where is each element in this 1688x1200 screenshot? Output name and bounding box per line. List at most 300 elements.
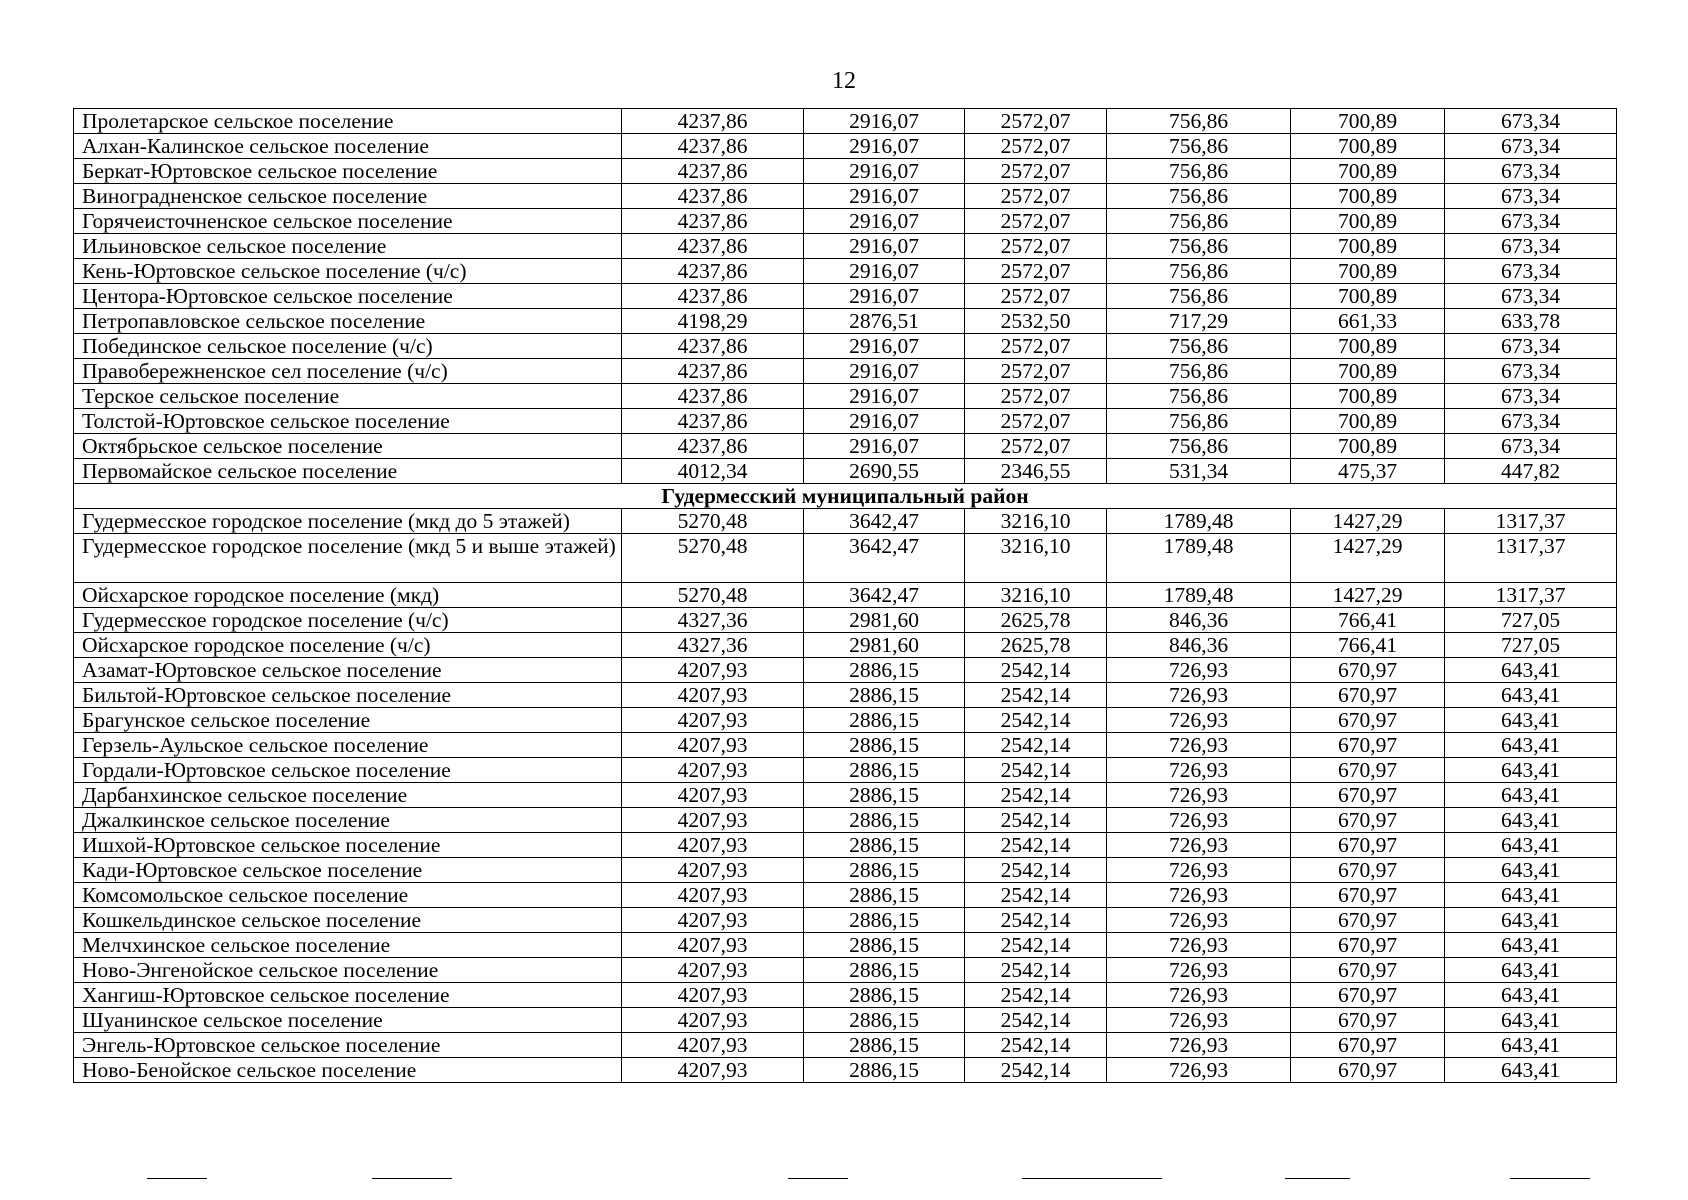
footer-line (1285, 1178, 1350, 1179)
tariff-value-cell: 756,86 (1107, 209, 1291, 234)
tariff-value-cell: 643,41 (1445, 1008, 1617, 1033)
tariff-value-cell: 2916,07 (804, 434, 965, 459)
tariff-value-cell: 2886,15 (804, 1033, 965, 1058)
tariff-value-cell: 1427,29 (1291, 534, 1445, 583)
tariff-value-cell: 2916,07 (804, 159, 965, 184)
tariff-value-cell: 661,33 (1291, 309, 1445, 334)
tariff-value-cell: 726,93 (1107, 1008, 1291, 1033)
table-row (74, 1058, 1617, 1083)
tariff-value-cell: 670,97 (1291, 908, 1445, 933)
tariff-table (73, 108, 1617, 1083)
tariff-value-cell: 726,93 (1107, 683, 1291, 708)
tariff-value-cell: 673,34 (1445, 184, 1617, 209)
tariff-value-cell: 700,89 (1291, 184, 1445, 209)
settlement-name-cell: Герзель-Аульское сельское поселение (74, 733, 622, 758)
tariff-value-cell: 4207,93 (622, 808, 804, 833)
table-row (74, 184, 1617, 209)
tariff-value-cell: 1427,29 (1291, 509, 1445, 534)
tariff-value-cell: 2886,15 (804, 833, 965, 858)
tariff-value-cell: 475,37 (1291, 459, 1445, 484)
tariff-value-cell: 2916,07 (804, 209, 965, 234)
tariff-value-cell: 700,89 (1291, 134, 1445, 159)
tariff-value-cell: 2886,15 (804, 658, 965, 683)
tariff-value-cell: 673,34 (1445, 384, 1617, 409)
tariff-value-cell: 4207,93 (622, 658, 804, 683)
tariff-value-cell: 756,86 (1107, 109, 1291, 134)
tariff-value-cell: 726,93 (1107, 908, 1291, 933)
tariff-value-cell: 766,41 (1291, 608, 1445, 633)
tariff-value-cell: 643,41 (1445, 683, 1617, 708)
settlement-name-cell: Бильтой-Юртовское сельское поселение (74, 683, 622, 708)
footer-line (1510, 1178, 1590, 1179)
tariff-value-cell: 726,93 (1107, 708, 1291, 733)
table-row (74, 958, 1617, 983)
tariff-value-cell: 2916,07 (804, 259, 965, 284)
tariff-value-cell: 766,41 (1291, 633, 1445, 658)
tariff-value-cell: 1789,48 (1107, 583, 1291, 608)
tariff-value-cell: 2916,07 (804, 409, 965, 434)
tariff-value-cell: 670,97 (1291, 1058, 1445, 1083)
settlement-name-cell: Октябрьское сельское поселение (74, 434, 622, 459)
tariff-value-cell: 3642,47 (804, 534, 965, 583)
page-number: 12 (832, 68, 856, 94)
tariff-value-cell: 673,34 (1445, 359, 1617, 384)
tariff-value-cell: 2886,15 (804, 683, 965, 708)
tariff-value-cell: 4198,29 (622, 309, 804, 334)
footer-line (372, 1178, 452, 1179)
tariff-value-cell: 2542,14 (965, 883, 1107, 908)
tariff-value-cell: 2886,15 (804, 808, 965, 833)
tariff-value-cell: 673,34 (1445, 134, 1617, 159)
table-row (74, 758, 1617, 783)
tariff-value-cell: 3216,10 (965, 534, 1107, 583)
table-row (74, 309, 1617, 334)
tariff-value-cell: 4237,86 (622, 259, 804, 284)
tariff-value-cell: 756,86 (1107, 134, 1291, 159)
tariff-value-cell: 2572,07 (965, 109, 1107, 134)
tariff-value-cell: 4237,86 (622, 109, 804, 134)
tariff-value-cell: 2542,14 (965, 733, 1107, 758)
table-row (74, 534, 1617, 583)
tariff-value-cell: 2532,50 (965, 309, 1107, 334)
table-row (74, 234, 1617, 259)
tariff-value-cell: 2690,55 (804, 459, 965, 484)
tariff-value-cell: 670,97 (1291, 1008, 1445, 1033)
tariff-value-cell: 2572,07 (965, 234, 1107, 259)
section-heading-row (74, 484, 1617, 509)
tariff-value-cell: 726,93 (1107, 658, 1291, 683)
table-row (74, 359, 1617, 384)
tariff-value-cell: 2542,14 (965, 1008, 1107, 1033)
tariff-value-cell: 2886,15 (804, 783, 965, 808)
tariff-value-cell: 700,89 (1291, 284, 1445, 309)
tariff-value-cell: 2886,15 (804, 758, 965, 783)
tariff-value-cell: 670,97 (1291, 983, 1445, 1008)
tariff-value-cell: 756,86 (1107, 334, 1291, 359)
tariff-value-cell: 4207,93 (622, 758, 804, 783)
tariff-value-cell: 4237,86 (622, 334, 804, 359)
tariff-value-cell: 4207,93 (622, 933, 804, 958)
settlement-name-cell: Первомайское сельское поселение (74, 459, 622, 484)
settlement-name-cell: Терское сельское поселение (74, 384, 622, 409)
settlement-name-cell: Азамат-Юртовское сельское поселение (74, 658, 622, 683)
settlement-name-cell: Петропавловское сельское поселение (74, 309, 622, 334)
tariff-value-cell: 756,86 (1107, 409, 1291, 434)
tariff-value-cell: 670,97 (1291, 933, 1445, 958)
table-row (74, 1008, 1617, 1033)
tariff-value-cell: 4237,86 (622, 209, 804, 234)
table-row (74, 683, 1617, 708)
tariff-value-cell: 670,97 (1291, 1033, 1445, 1058)
settlement-name-cell: Центора-Юртовское сельское поселение (74, 284, 622, 309)
tariff-value-cell: 2542,14 (965, 808, 1107, 833)
tariff-value-cell: 2981,60 (804, 633, 965, 658)
settlement-name-cell: Энгель-Юртовское сельское поселение (74, 1033, 622, 1058)
tariff-value-cell: 2572,07 (965, 134, 1107, 159)
settlement-name-cell: Ойсхарское городское поселение (мкд) (74, 583, 622, 608)
section-heading: Гудермесский муниципальный район (74, 484, 1617, 509)
tariff-value-cell: 846,36 (1107, 608, 1291, 633)
table-row (74, 259, 1617, 284)
tariff-value-cell: 643,41 (1445, 983, 1617, 1008)
tariff-value-cell: 3642,47 (804, 509, 965, 534)
table-row (74, 1033, 1617, 1058)
table-body-before-heading (74, 109, 1617, 484)
tariff-value-cell: 4237,86 (622, 134, 804, 159)
tariff-value-cell: 726,93 (1107, 758, 1291, 783)
tariff-value-cell: 673,34 (1445, 159, 1617, 184)
tariff-value-cell: 4237,86 (622, 184, 804, 209)
table-row (74, 658, 1617, 683)
tariff-value-cell: 2916,07 (804, 109, 965, 134)
settlement-name-cell: Джалкинское сельское поселение (74, 808, 622, 833)
tariff-value-cell: 2916,07 (804, 134, 965, 159)
tariff-value-cell: 726,93 (1107, 1033, 1291, 1058)
tariff-value-cell: 447,82 (1445, 459, 1617, 484)
tariff-value-cell: 670,97 (1291, 833, 1445, 858)
tariff-value-cell: 670,97 (1291, 758, 1445, 783)
tariff-value-cell: 2542,14 (965, 708, 1107, 733)
tariff-value-cell: 643,41 (1445, 858, 1617, 883)
tariff-value-cell: 5270,48 (622, 509, 804, 534)
tariff-value-cell: 727,05 (1445, 608, 1617, 633)
tariff-value-cell: 756,86 (1107, 284, 1291, 309)
tariff-value-cell: 2542,14 (965, 958, 1107, 983)
settlement-name-cell: Ойсхарское городское поселение (ч/с) (74, 633, 622, 658)
tariff-value-cell: 643,41 (1445, 658, 1617, 683)
tariff-value-cell: 643,41 (1445, 758, 1617, 783)
tariff-value-cell: 2572,07 (965, 384, 1107, 409)
table-row (74, 983, 1617, 1008)
tariff-value-cell: 643,41 (1445, 958, 1617, 983)
tariff-value-cell: 2572,07 (965, 259, 1107, 284)
tariff-value-cell: 2542,14 (965, 858, 1107, 883)
tariff-value-cell: 1789,48 (1107, 534, 1291, 583)
table-row (74, 858, 1617, 883)
tariff-value-cell: 2916,07 (804, 334, 965, 359)
tariff-value-cell: 3642,47 (804, 583, 965, 608)
tariff-value-cell: 4207,93 (622, 1058, 804, 1083)
tariff-value-cell: 726,93 (1107, 983, 1291, 1008)
table-row (74, 883, 1617, 908)
tariff-value-cell: 700,89 (1291, 209, 1445, 234)
tariff-value-cell: 670,97 (1291, 958, 1445, 983)
tariff-value-cell: 643,41 (1445, 1058, 1617, 1083)
tariff-value-cell: 4207,93 (622, 1033, 804, 1058)
tariff-value-cell: 2886,15 (804, 1058, 965, 1083)
table-row (74, 608, 1617, 633)
tariff-value-cell: 4327,36 (622, 608, 804, 633)
tariff-value-cell: 4327,36 (622, 633, 804, 658)
tariff-value-cell: 726,93 (1107, 833, 1291, 858)
settlement-name-cell: Пролетарское сельское поселение (74, 109, 622, 134)
settlement-name-cell: Толстой-Юртовское сельское поселение (74, 409, 622, 434)
tariff-value-cell: 726,93 (1107, 1058, 1291, 1083)
settlement-name-cell: Ишхой-Юртовское сельское поселение (74, 833, 622, 858)
tariff-value-cell: 5270,48 (622, 534, 804, 583)
table-row (74, 733, 1617, 758)
settlement-name-cell: Кень-Юртовское сельское поселение (ч/с) (74, 259, 622, 284)
tariff-value-cell: 2916,07 (804, 184, 965, 209)
table-row (74, 209, 1617, 234)
tariff-value-cell: 700,89 (1291, 334, 1445, 359)
tariff-value-cell: 2542,14 (965, 683, 1107, 708)
tariff-value-cell: 2542,14 (965, 833, 1107, 858)
tariff-value-cell: 2981,60 (804, 608, 965, 633)
tariff-value-cell: 726,93 (1107, 858, 1291, 883)
tariff-value-cell: 2572,07 (965, 159, 1107, 184)
tariff-value-cell: 4237,86 (622, 234, 804, 259)
tariff-value-cell: 2542,14 (965, 908, 1107, 933)
tariff-value-cell: 700,89 (1291, 384, 1445, 409)
tariff-value-cell: 2542,14 (965, 1033, 1107, 1058)
tariff-value-cell: 727,05 (1445, 633, 1617, 658)
settlement-name-cell: Кади-Юртовское сельское поселение (74, 858, 622, 883)
tariff-value-cell: 2886,15 (804, 858, 965, 883)
tariff-value-cell: 2876,51 (804, 309, 965, 334)
tariff-value-cell: 4012,34 (622, 459, 804, 484)
table-row (74, 633, 1617, 658)
settlement-name-cell: Правобережненское сел поселение (ч/с) (74, 359, 622, 384)
settlement-name-cell: Мелчхинское сельское поселение (74, 933, 622, 958)
settlement-name-cell: Дарбанхинское сельское поселение (74, 783, 622, 808)
table-body-after-heading (74, 509, 1617, 1083)
tariff-value-cell: 2542,14 (965, 933, 1107, 958)
tariff-value-cell: 3216,10 (965, 509, 1107, 534)
settlement-name-cell: Гудермесское городское поселение (ч/с) (74, 608, 622, 633)
settlement-name-cell: Ново-Энгенойское сельское поселение (74, 958, 622, 983)
tariff-value-cell: 4237,86 (622, 409, 804, 434)
tariff-value-cell: 726,93 (1107, 808, 1291, 833)
tariff-value-cell: 4207,93 (622, 733, 804, 758)
tariff-value-cell: 670,97 (1291, 883, 1445, 908)
tariff-value-cell: 4237,86 (622, 434, 804, 459)
settlement-name-cell: Брагунское сельское поселение (74, 708, 622, 733)
tariff-value-cell: 2625,78 (965, 633, 1107, 658)
tariff-value-cell: 4237,86 (622, 159, 804, 184)
footer-signature-lines (0, 1178, 1688, 1198)
table-row (74, 334, 1617, 359)
tariff-value-cell: 4207,93 (622, 883, 804, 908)
tariff-value-cell: 1427,29 (1291, 583, 1445, 608)
tariff-value-cell: 700,89 (1291, 409, 1445, 434)
tariff-value-cell: 670,97 (1291, 783, 1445, 808)
tariff-value-cell: 4207,93 (622, 833, 804, 858)
tariff-value-cell: 633,78 (1445, 309, 1617, 334)
tariff-value-cell: 4237,86 (622, 359, 804, 384)
settlement-name-cell: Гудермесское городское поселение (мкд до 5 этажей) (74, 509, 622, 534)
tariff-value-cell: 643,41 (1445, 933, 1617, 958)
tariff-value-cell: 700,89 (1291, 234, 1445, 259)
tariff-value-cell: 643,41 (1445, 808, 1617, 833)
tariff-value-cell: 2916,07 (804, 284, 965, 309)
table-row (74, 284, 1617, 309)
tariff-value-cell: 2886,15 (804, 908, 965, 933)
tariff-value-cell: 673,34 (1445, 109, 1617, 134)
tariff-value-cell: 643,41 (1445, 1033, 1617, 1058)
tariff-value-cell: 726,93 (1107, 933, 1291, 958)
tariff-value-cell: 700,89 (1291, 159, 1445, 184)
tariff-value-cell: 717,29 (1107, 309, 1291, 334)
table-row (74, 783, 1617, 808)
tariff-value-cell: 2572,07 (965, 209, 1107, 234)
settlement-name-cell: Хангиш-Юртовское сельское поселение (74, 983, 622, 1008)
table-row (74, 434, 1617, 459)
tariff-value-cell: 4207,93 (622, 983, 804, 1008)
tariff-value-cell: 756,86 (1107, 184, 1291, 209)
tariff-value-cell: 670,97 (1291, 858, 1445, 883)
tariff-value-cell: 673,34 (1445, 259, 1617, 284)
table-row (74, 134, 1617, 159)
table-row (74, 708, 1617, 733)
settlement-name-cell: Алхан-Калинское сельское поселение (74, 134, 622, 159)
tariff-value-cell: 4207,93 (622, 708, 804, 733)
table-row (74, 833, 1617, 858)
tariff-value-cell: 2572,07 (965, 359, 1107, 384)
tariff-value-cell: 1317,37 (1445, 509, 1617, 534)
tariff-value-cell: 531,34 (1107, 459, 1291, 484)
tariff-value-cell: 4237,86 (622, 384, 804, 409)
tariff-value-cell: 756,86 (1107, 359, 1291, 384)
tariff-value-cell: 5270,48 (622, 583, 804, 608)
table-row (74, 808, 1617, 833)
table-row (74, 409, 1617, 434)
settlement-name-cell: Комсомольское сельское поселение (74, 883, 622, 908)
tariff-value-cell: 643,41 (1445, 883, 1617, 908)
tariff-value-cell: 670,97 (1291, 658, 1445, 683)
tariff-value-cell: 756,86 (1107, 159, 1291, 184)
tariff-value-cell: 1317,37 (1445, 534, 1617, 583)
settlement-name-cell: Виноградненское сельское поселение (74, 184, 622, 209)
tariff-value-cell: 670,97 (1291, 808, 1445, 833)
tariff-value-cell: 726,93 (1107, 733, 1291, 758)
tariff-value-cell: 700,89 (1291, 259, 1445, 284)
table-row (74, 384, 1617, 409)
tariff-value-cell: 700,89 (1291, 434, 1445, 459)
tariff-value-cell: 670,97 (1291, 708, 1445, 733)
table-row (74, 933, 1617, 958)
tariff-value-cell: 4207,93 (622, 1008, 804, 1033)
settlement-name-cell: Беркат-Юртовское сельское поселение (74, 159, 622, 184)
table-row (74, 509, 1617, 534)
tariff-value-cell: 2572,07 (965, 409, 1107, 434)
tariff-value-cell: 2572,07 (965, 434, 1107, 459)
tariff-value-cell: 756,86 (1107, 234, 1291, 259)
tariff-value-cell: 4207,93 (622, 858, 804, 883)
tariff-value-cell: 2886,15 (804, 933, 965, 958)
footer-line (788, 1178, 848, 1179)
tariff-value-cell: 2886,15 (804, 1008, 965, 1033)
tariff-value-cell: 2346,55 (965, 459, 1107, 484)
settlement-name-cell: Ильиновское сельское поселение (74, 234, 622, 259)
tariff-value-cell: 756,86 (1107, 384, 1291, 409)
tariff-value-cell: 2886,15 (804, 883, 965, 908)
tariff-value-cell: 670,97 (1291, 683, 1445, 708)
tariff-value-cell: 673,34 (1445, 209, 1617, 234)
tariff-value-cell: 1317,37 (1445, 583, 1617, 608)
settlement-name-cell: Гудермесское городское поселение (мкд 5 и выше этажей) (74, 534, 622, 583)
settlement-name-cell: Горячеисточненское сельское поселение (74, 209, 622, 234)
tariff-value-cell: 673,34 (1445, 409, 1617, 434)
tariff-value-cell: 2572,07 (965, 284, 1107, 309)
settlement-name-cell: Побединское сельское поселение (ч/с) (74, 334, 622, 359)
settlement-name-cell: Ново-Бенойское сельское поселение (74, 1058, 622, 1083)
tariff-value-cell: 643,41 (1445, 908, 1617, 933)
tariff-value-cell: 846,36 (1107, 633, 1291, 658)
table-row (74, 908, 1617, 933)
settlement-name-cell: Шуанинское сельское поселение (74, 1008, 622, 1033)
tariff-value-cell: 2625,78 (965, 608, 1107, 633)
tariff-value-cell: 2916,07 (804, 234, 965, 259)
tariff-value-cell: 2542,14 (965, 1058, 1107, 1083)
tariff-value-cell: 756,86 (1107, 259, 1291, 284)
tariff-value-cell: 3216,10 (965, 583, 1107, 608)
tariff-value-cell: 673,34 (1445, 234, 1617, 259)
tariff-value-cell: 2916,07 (804, 384, 965, 409)
settlement-name-cell: Кошкельдинское сельское поселение (74, 908, 622, 933)
settlement-name-cell: Гордали-Юртовское сельское поселение (74, 758, 622, 783)
tariff-value-cell: 2542,14 (965, 783, 1107, 808)
tariff-value-cell: 2542,14 (965, 983, 1107, 1008)
tariff-value-cell: 643,41 (1445, 833, 1617, 858)
tariff-value-cell: 726,93 (1107, 958, 1291, 983)
tariff-value-cell: 673,34 (1445, 284, 1617, 309)
tariff-value-cell: 756,86 (1107, 434, 1291, 459)
tariff-value-cell: 2886,15 (804, 958, 965, 983)
tariff-value-cell: 4207,93 (622, 958, 804, 983)
table-row (74, 459, 1617, 484)
tariff-value-cell: 4207,93 (622, 783, 804, 808)
footer-line (1022, 1178, 1162, 1179)
tariff-value-cell: 726,93 (1107, 883, 1291, 908)
tariff-value-cell: 2886,15 (804, 983, 965, 1008)
footer-line (147, 1178, 207, 1179)
tariff-value-cell: 4237,86 (622, 284, 804, 309)
tariff-value-cell: 1789,48 (1107, 509, 1291, 534)
tariff-value-cell: 643,41 (1445, 733, 1617, 758)
tariff-value-cell: 2886,15 (804, 708, 965, 733)
table-row (74, 583, 1617, 608)
tariff-value-cell: 670,97 (1291, 733, 1445, 758)
tariff-value-cell: 2886,15 (804, 733, 965, 758)
tariff-value-cell: 643,41 (1445, 708, 1617, 733)
tariff-value-cell: 4207,93 (622, 683, 804, 708)
tariff-value-cell: 673,34 (1445, 434, 1617, 459)
tariff-value-cell: 700,89 (1291, 359, 1445, 384)
tariff-value-cell: 643,41 (1445, 783, 1617, 808)
tariff-value-cell: 2542,14 (965, 658, 1107, 683)
tariff-value-cell: 700,89 (1291, 109, 1445, 134)
